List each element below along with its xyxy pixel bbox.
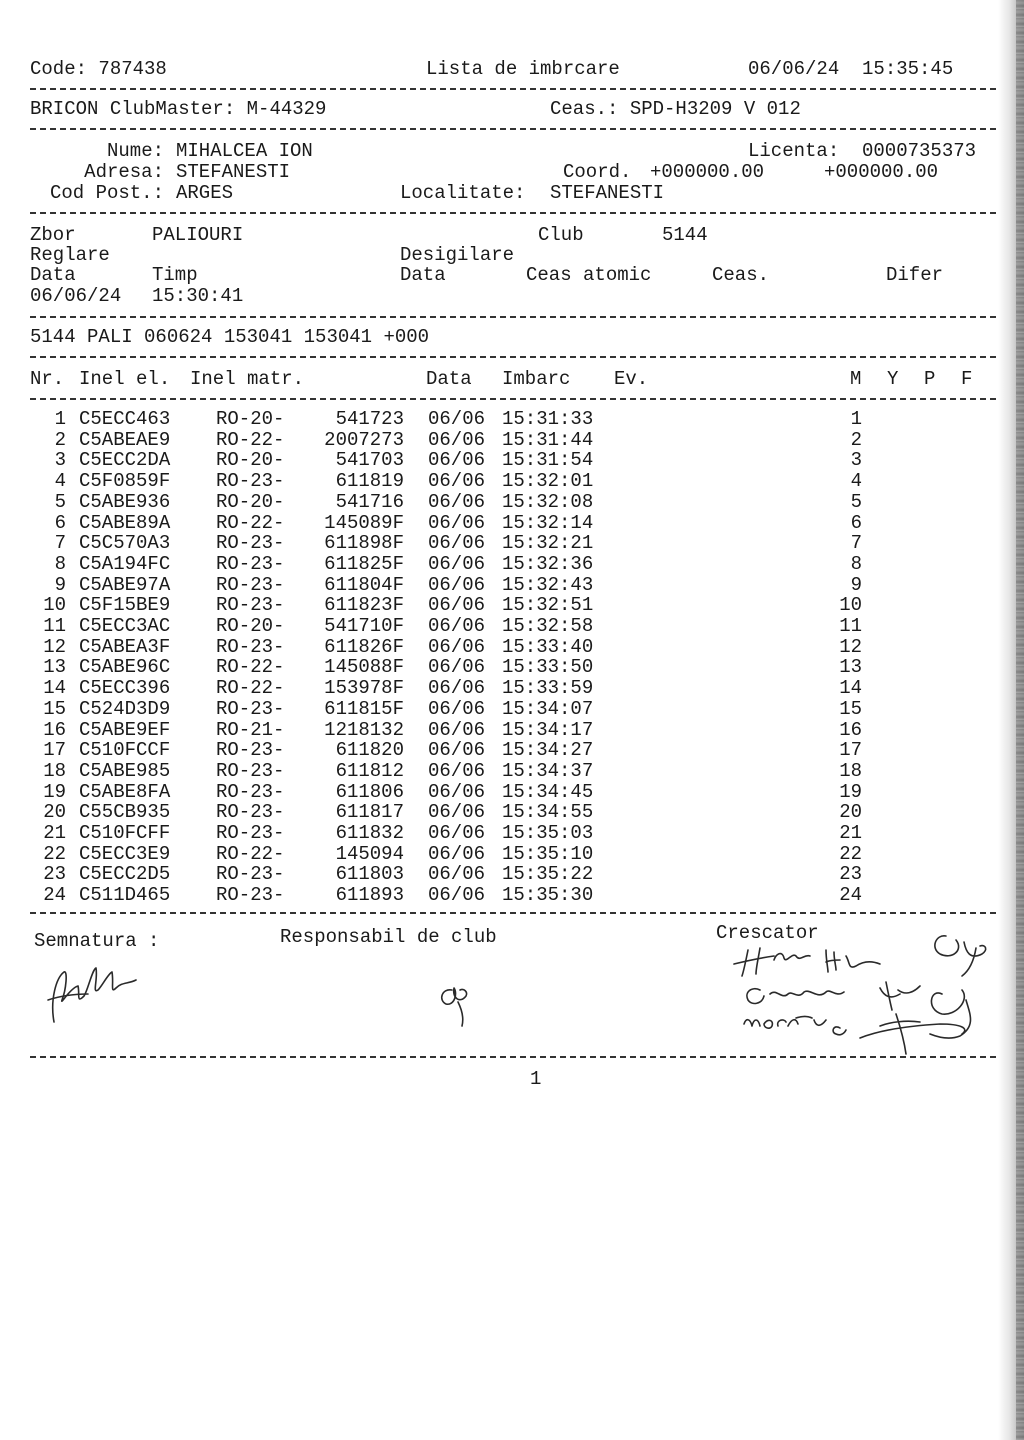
- separator-line: [30, 1056, 996, 1058]
- cell-inel-prefix: RO-23-: [216, 863, 285, 886]
- owner-locality: STEFANESTI: [550, 182, 665, 204]
- cell-date: 06/06: [428, 801, 486, 824]
- cell-inel-el: C5ECC2DA: [79, 449, 171, 472]
- cell-nr: 13: [43, 656, 66, 679]
- cell-nr: 10: [43, 594, 66, 617]
- coord-longitude: +000000.00: [824, 161, 939, 183]
- cell-inel-el: C5ABE97A: [79, 573, 171, 596]
- cell-inel-number: 1218132: [324, 718, 404, 741]
- page-number: 1: [530, 1068, 542, 1090]
- cell-date: 06/06: [428, 842, 486, 865]
- col-header-f: F: [961, 368, 973, 390]
- cell-time: 15:32:51: [502, 594, 594, 617]
- cell-inel-number: 611804F: [324, 573, 404, 596]
- cell-m: 6: [850, 511, 862, 534]
- desigilare-label: Desigilare: [400, 244, 515, 266]
- cell-inel-number: 541710F: [324, 615, 404, 637]
- cell-inel-el: C5ABE89A: [79, 511, 171, 534]
- cell-nr: 5: [54, 490, 66, 513]
- cell-inel-number: 611803: [335, 863, 404, 886]
- cell-inel-el: C5F0859F: [79, 470, 171, 493]
- cell-inel-prefix: RO-23-: [216, 822, 285, 844]
- cell-date: 06/06: [428, 449, 486, 472]
- cell-m: 14: [839, 677, 862, 700]
- cell-inel-prefix: RO-20-: [216, 615, 285, 637]
- cell-m: 3: [850, 449, 862, 472]
- cell-nr: 8: [54, 552, 66, 575]
- cell-inel-prefix: RO-23-: [216, 759, 285, 782]
- cell-nr: 15: [43, 697, 66, 720]
- cell-inel-prefix: RO-23-: [216, 884, 285, 907]
- col-header-inel-matr: Inel matr.: [190, 368, 305, 390]
- cell-inel-prefix: RO-20-: [216, 490, 285, 513]
- owner-name: MIHALCEA ION: [176, 140, 313, 162]
- cell-time: 15:32:43: [502, 573, 594, 596]
- cell-inel-prefix: RO-23-: [216, 594, 285, 617]
- cell-nr: 17: [43, 739, 66, 762]
- cell-inel-number: 611825F: [324, 552, 404, 575]
- cell-time: 15:34:37: [502, 759, 594, 782]
- scan-edge-noise: [1016, 0, 1024, 1440]
- cell-date: 06/06: [428, 615, 486, 637]
- responsabil-label: Responsabil de club: [280, 926, 497, 948]
- cell-inel-el: C5ABE8FA: [79, 780, 171, 803]
- separator-line: [30, 316, 996, 318]
- cell-m: 21: [839, 822, 862, 844]
- cell-m: 24: [839, 884, 862, 907]
- col-header-nr: Nr.: [30, 368, 65, 390]
- cell-time: 15:33:40: [502, 635, 594, 658]
- cell-time: 15:35:22: [502, 863, 594, 886]
- cell-m: 13: [839, 656, 862, 679]
- cell-inel-el: C5ABE985: [79, 759, 171, 782]
- cell-time: 15:31:44: [502, 428, 594, 451]
- cell-nr: 20: [43, 801, 66, 824]
- cell-nr: 7: [54, 532, 66, 555]
- col-header-imbarc: Imbarc: [502, 368, 571, 390]
- cell-inel-number: 611819: [335, 470, 404, 493]
- cell-time: 15:31:54: [502, 449, 594, 472]
- cell-m: 18: [839, 759, 862, 782]
- cell-time: 15:35:30: [502, 884, 594, 907]
- cell-inel-number: 611826F: [324, 635, 404, 658]
- cell-inel-number: 611815F: [324, 697, 404, 720]
- cell-date: 06/06: [428, 739, 486, 762]
- signature-breeders: [730, 930, 990, 1055]
- semnatura-label: Semnatura :: [34, 930, 160, 952]
- license-number: 0000735373: [862, 140, 977, 162]
- reglare-time: 15:30:41: [152, 285, 244, 307]
- cell-inel-prefix: RO-23-: [216, 470, 285, 493]
- cell-nr: 2: [54, 428, 66, 451]
- cell-inel-number: 153978F: [324, 677, 404, 700]
- ceas-label: Ceas.: [712, 264, 770, 286]
- cell-m: 8: [850, 552, 862, 575]
- cell-m: 17: [839, 739, 862, 762]
- cell-date: 06/06: [428, 677, 486, 700]
- cell-date: 06/06: [428, 552, 486, 575]
- cell-inel-el: C5ABE9EF: [79, 718, 171, 741]
- cell-inel-prefix: RO-23-: [216, 801, 285, 824]
- cell-date: 06/06: [428, 822, 486, 844]
- separator-line: [30, 398, 996, 400]
- cell-inel-prefix: RO-22-: [216, 511, 285, 534]
- cell-time: 15:34:07: [502, 697, 594, 720]
- address-label: Adresa:: [84, 161, 164, 183]
- cell-time: 15:34:17: [502, 718, 594, 741]
- cell-inel-prefix: RO-20-: [216, 449, 285, 472]
- cell-date: 06/06: [428, 490, 486, 513]
- zbor-name: PALIOURI: [152, 224, 244, 246]
- cell-inel-el: C524D3D9: [79, 697, 171, 720]
- cell-nr: 6: [54, 511, 66, 534]
- cell-m: 1: [850, 408, 862, 430]
- cell-inel-el: C5ABE936: [79, 490, 171, 513]
- cell-inel-number: 611812: [335, 759, 404, 782]
- cell-nr: 19: [43, 780, 66, 803]
- cell-date: 06/06: [428, 594, 486, 617]
- cell-inel-prefix: RO-22-: [216, 842, 285, 865]
- cell-m: 19: [839, 780, 862, 803]
- cell-inel-el: C5C570A3: [79, 532, 171, 555]
- cell-nr: 14: [43, 677, 66, 700]
- cell-inel-prefix: RO-22-: [216, 677, 285, 700]
- cell-nr: 9: [54, 573, 66, 596]
- cell-inel-number: 611817: [335, 801, 404, 824]
- cell-time: 15:32:58: [502, 615, 594, 637]
- club-number: 5144: [662, 224, 708, 246]
- separator-line: [30, 912, 996, 914]
- cell-inel-number: 145088F: [324, 656, 404, 679]
- summary-line: 5144 PALI 060624 153041 153041 +000: [30, 326, 430, 348]
- cell-m: 2: [850, 428, 862, 451]
- separator-line: [30, 128, 996, 130]
- timp-label: Timp: [152, 264, 198, 286]
- cell-m: 9: [850, 573, 862, 596]
- cell-nr: 22: [43, 842, 66, 865]
- cell-date: 06/06: [428, 884, 486, 907]
- cell-inel-number: 541716: [335, 490, 404, 513]
- separator-line: [30, 212, 996, 214]
- ceas-atomic-label: Ceas atomic: [526, 264, 652, 286]
- cell-inel-number: 145094: [335, 842, 404, 865]
- reglare-data-label: Data: [30, 264, 76, 286]
- cell-inel-el: C5ECC463: [79, 408, 171, 430]
- cell-nr: 11: [43, 615, 66, 637]
- cell-inel-prefix: RO-21-: [216, 718, 285, 741]
- cell-time: 15:33:50: [502, 656, 594, 679]
- cell-inel-el: C5A194FC: [79, 552, 171, 575]
- print-datetime: 06/06/24 15:35:45: [748, 58, 954, 80]
- col-header-inel-el: Inel el.: [79, 368, 171, 390]
- cell-inel-el: C5ECC3AC: [79, 615, 171, 637]
- cell-inel-prefix: RO-23-: [216, 739, 285, 762]
- cell-date: 06/06: [428, 780, 486, 803]
- name-label: Nume:: [106, 140, 164, 162]
- desigilare-data-label: Data: [400, 264, 446, 286]
- cell-inel-prefix: RO-22-: [216, 428, 285, 451]
- license-label: Licenta:: [748, 140, 840, 162]
- cell-date: 06/06: [428, 428, 486, 451]
- cell-inel-el: C5ECC396: [79, 677, 171, 700]
- cell-date: 06/06: [428, 511, 486, 534]
- cell-time: 15:31:33: [502, 408, 594, 430]
- coord-latitude: +000000.00: [650, 161, 765, 183]
- cell-inel-prefix: RO-20-: [216, 408, 285, 430]
- code-label: Code: 787438: [30, 58, 167, 80]
- zbor-label: Zbor: [30, 224, 76, 246]
- cell-nr: 23: [43, 863, 66, 886]
- cell-inel-number: 611806: [335, 780, 404, 803]
- cell-date: 06/06: [428, 470, 486, 493]
- cell-time: 15:35:03: [502, 822, 594, 844]
- document-title: Lista de imbrcare: [426, 58, 620, 80]
- separator-line: [30, 88, 996, 90]
- cell-nr: 12: [43, 635, 66, 658]
- cell-inel-el: C5ECC2D5: [79, 863, 171, 886]
- cell-inel-number: 611832: [335, 822, 404, 844]
- cell-inel-prefix: RO-23-: [216, 532, 285, 555]
- separator-line: [30, 356, 996, 358]
- cell-inel-el: C5ABEA3F: [79, 635, 171, 658]
- col-header-y: Y: [887, 368, 899, 390]
- cell-m: 4: [850, 470, 862, 493]
- postal-label: Cod Post.:: [49, 182, 164, 204]
- cell-inel-el: C511D465: [79, 884, 171, 907]
- cell-inel-number: 611898F: [324, 532, 404, 555]
- cell-inel-prefix: RO-23-: [216, 552, 285, 575]
- cell-time: 15:33:59: [502, 677, 594, 700]
- cell-m: 23: [839, 863, 862, 886]
- cell-inel-number: 541723: [335, 408, 404, 430]
- cell-inel-number: 541703: [335, 449, 404, 472]
- cell-inel-el: C5F15BE9: [79, 594, 171, 617]
- reglare-date: 06/06/24: [30, 285, 122, 307]
- cell-inel-number: 611823F: [324, 594, 404, 617]
- coord-label: Coord.: [563, 161, 632, 183]
- owner-postal: ARGES: [176, 182, 234, 204]
- cell-inel-prefix: RO-23-: [216, 697, 285, 720]
- cell-m: 16: [839, 718, 862, 741]
- cell-inel-el: C5ABEAE9: [79, 428, 171, 451]
- cell-nr: 24: [43, 884, 66, 907]
- clubmaster-id: BRICON ClubMaster: M-44329: [30, 98, 327, 120]
- locality-label: Localitate:: [400, 182, 526, 204]
- crescator-label: Crescator: [716, 922, 819, 944]
- cell-date: 06/06: [428, 759, 486, 782]
- cell-inel-el: C55CB935: [79, 801, 171, 824]
- cell-inel-number: 611893: [335, 884, 404, 907]
- owner-address: STEFANESTI: [176, 161, 291, 183]
- col-header-p: P: [924, 368, 936, 390]
- signature-club-responsible: [430, 970, 480, 1030]
- reglare-label: Reglare: [30, 244, 110, 266]
- cell-inel-number: 2007273: [324, 428, 404, 451]
- col-header-m: M: [850, 368, 862, 390]
- cell-m: 7: [850, 532, 862, 555]
- col-header-data: Data: [426, 368, 472, 390]
- cell-inel-prefix: RO-23-: [216, 573, 285, 596]
- cell-time: 15:34:45: [502, 780, 594, 803]
- cell-m: 12: [839, 635, 862, 658]
- cell-time: 15:34:27: [502, 739, 594, 762]
- cell-inel-prefix: RO-23-: [216, 780, 285, 803]
- cell-nr: 18: [43, 759, 66, 782]
- cell-inel-prefix: RO-23-: [216, 635, 285, 658]
- cell-inel-prefix: RO-22-: [216, 656, 285, 679]
- col-header-ev: Ev.: [614, 368, 649, 390]
- cell-inel-el: C510FCFF: [79, 822, 171, 844]
- cell-nr: 4: [54, 470, 66, 493]
- club-label: Club: [538, 224, 584, 246]
- cell-time: 15:35:10: [502, 842, 594, 865]
- cell-time: 15:32:21: [502, 532, 594, 555]
- cell-date: 06/06: [428, 532, 486, 555]
- cell-time: 15:32:01: [502, 470, 594, 493]
- cell-date: 06/06: [428, 863, 486, 886]
- cell-nr: 21: [43, 822, 66, 844]
- cell-date: 06/06: [428, 718, 486, 741]
- cell-inel-el: C510FCCF: [79, 739, 171, 762]
- cell-time: 15:32:08: [502, 490, 594, 513]
- cell-m: 20: [839, 801, 862, 824]
- cell-nr: 16: [43, 718, 66, 741]
- cell-m: 15: [839, 697, 862, 720]
- cell-m: 10: [839, 594, 862, 617]
- cell-m: 11: [839, 615, 862, 637]
- cell-m: 22: [839, 842, 862, 865]
- cell-time: 15:32:14: [502, 511, 594, 534]
- cell-inel-el: C5ECC3E9: [79, 842, 171, 865]
- clock-id: Ceas.: SPD-H3209 V 012: [550, 98, 801, 120]
- cell-date: 06/06: [428, 573, 486, 596]
- cell-date: 06/06: [428, 408, 486, 430]
- cell-nr: 3: [54, 449, 66, 472]
- cell-time: 15:34:55: [502, 801, 594, 824]
- cell-inel-el: C5ABE96C: [79, 656, 171, 679]
- signature-owner: [40, 960, 150, 1030]
- cell-date: 06/06: [428, 656, 486, 679]
- cell-inel-number: 611820: [335, 739, 404, 762]
- cell-time: 15:32:36: [502, 552, 594, 575]
- cell-m: 5: [850, 490, 862, 513]
- cell-inel-number: 145089F: [324, 511, 404, 534]
- difer-label: Difer: [886, 264, 944, 286]
- cell-nr: 1: [54, 408, 66, 430]
- cell-date: 06/06: [428, 697, 486, 720]
- cell-date: 06/06: [428, 635, 486, 658]
